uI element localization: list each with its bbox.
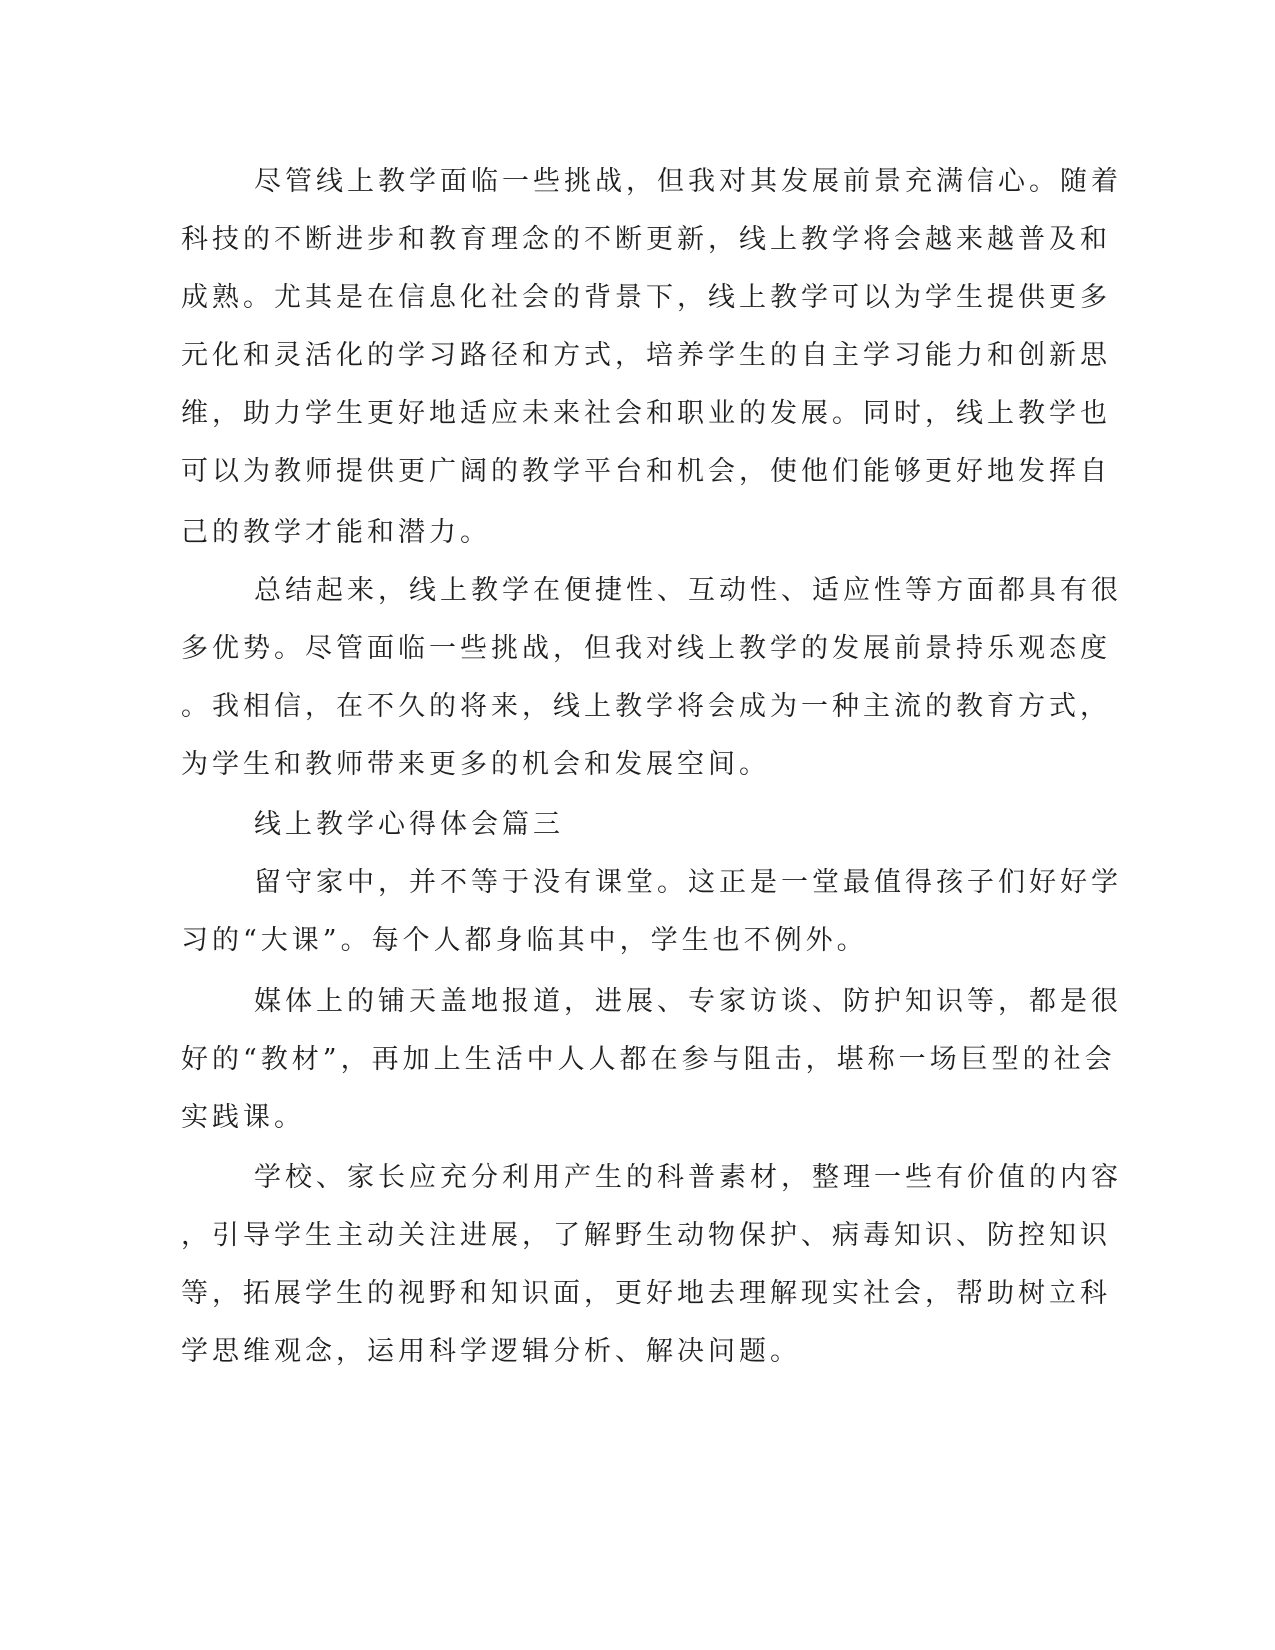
text-line: 成熟。尤其是在信息化社会的背景下，线上教学可以为学生提供更多 <box>181 282 1111 313</box>
text-line: 习的“大课”。每个人都身临其中，学生也不例外。 <box>181 925 868 956</box>
text-line: 等，拓展学生的视野和知识面，更好地去理解现实社会，帮助树立科 <box>181 1278 1111 1309</box>
text-line: 尽管线上教学面临一些挑战，但我对其发展前景充满信心。随着 <box>254 166 1122 197</box>
text-line: 科技的不断进步和教育理念的不断更新，线上教学将会越来越普及和 <box>181 224 1111 255</box>
text-line: ，引导学生主动关注进展，了解野生动物保护、病毒知识、防控知识 <box>181 1220 1111 1251</box>
text-line: 实践课。 <box>181 1102 305 1133</box>
section-heading: 线上教学心得体会篇三 <box>254 809 564 840</box>
text-line: 多优势。尽管面临一些挑战，但我对线上教学的发展前景持乐观态度 <box>181 633 1111 664</box>
text-line: 总结起来，线上教学在便捷性、互动性、适应性等方面都具有很 <box>254 575 1122 606</box>
text-line: 为学生和教师带来更多的机会和发展空间。 <box>181 749 770 780</box>
text-line: 学思维观念，运用科学逻辑分析、解决问题。 <box>181 1336 801 1367</box>
text-line: 好的“教材”，再加上生活中人人都在参与阻击，堪称一场巨型的社会 <box>181 1044 1116 1075</box>
text-line: 可以为教师提供更广阔的教学平台和机会，使他们能够更好地发挥自 <box>181 456 1111 487</box>
text-line: 媒体上的铺天盖地报道，进展、专家访谈、防护知识等，都是很 <box>254 986 1122 1017</box>
text-line: 留守家中，并不等于没有课堂。这正是一堂最值得孩子们好好学 <box>254 867 1122 898</box>
text-line: 己的教学才能和潜力。 <box>181 517 491 548</box>
text-line: 。我相信，在不久的将来，线上教学将会成为一种主流的教育方式， <box>181 691 1111 722</box>
text-line: 维，助力学生更好地适应未来社会和职业的发展。同时，线上教学也 <box>181 398 1111 429</box>
text-line: 元化和灵活化的学习路径和方式，培养学生的自主学习能力和创新思 <box>181 340 1111 371</box>
text-line: 学校、家长应充分利用产生的科普素材，整理一些有价值的内容 <box>254 1162 1122 1193</box>
